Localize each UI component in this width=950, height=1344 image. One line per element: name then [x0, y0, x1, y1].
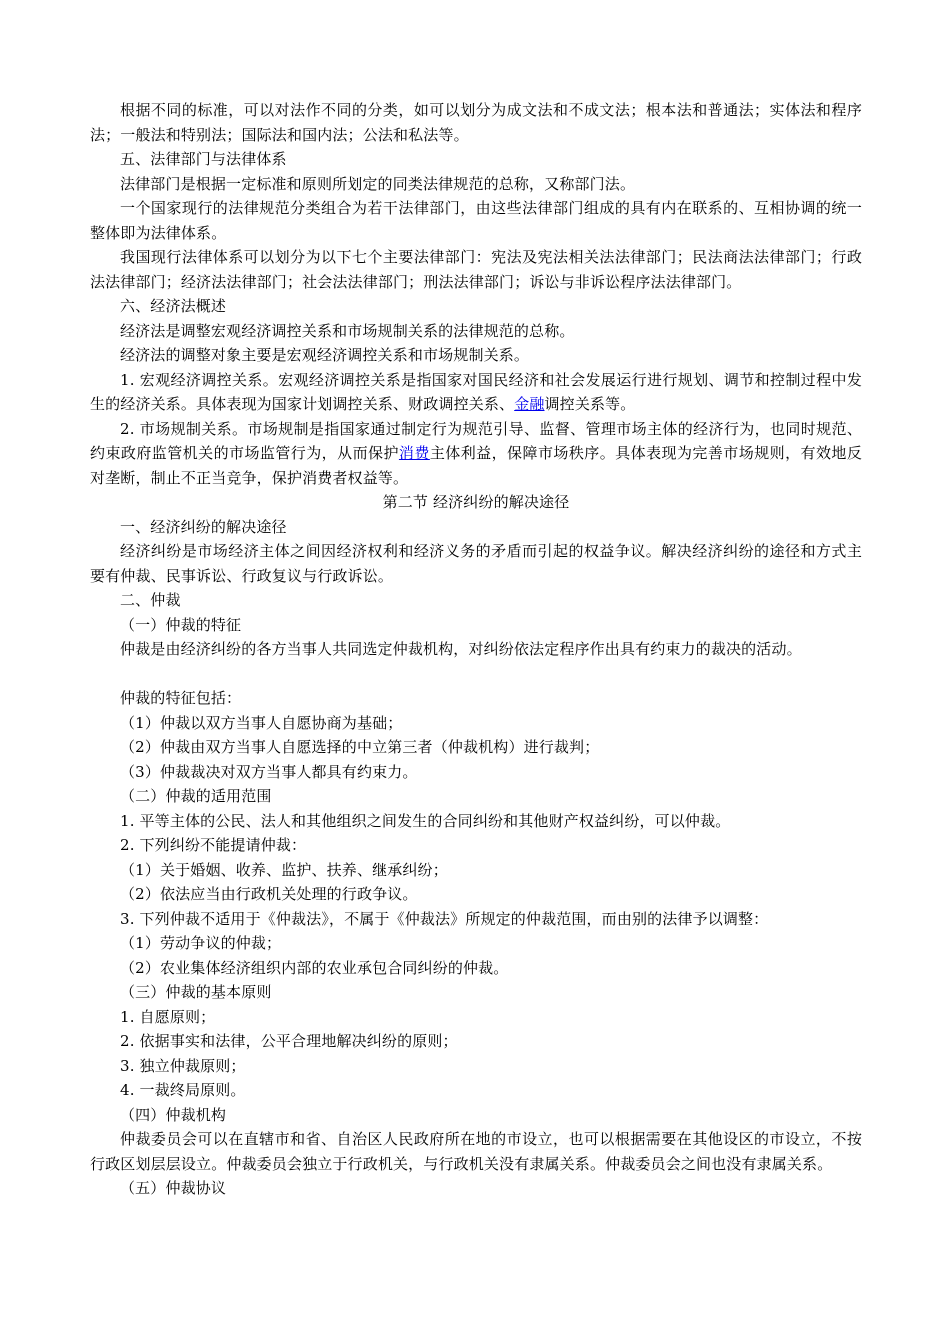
- list-item: 2. 下列纠纷不能提请仲裁：: [120, 836, 307, 854]
- list-item: （1）仲裁以双方当事人自愿协商为基础；: [120, 713, 403, 732]
- list-item: 1. 自愿原则；: [120, 1007, 216, 1026]
- subheading-arbitration-features: （一）仲裁的特征: [120, 615, 242, 634]
- paragraph-dispute-definition: 经济纠纷是市场经济主体之间因经济权利和经济义务的矛盾而引起的权益争议。解决经济纠纷的途径和方式主要有仲裁、民事诉讼、行政复议与行政诉讼。: [90, 542, 862, 585]
- paragraph-legal-system-definition: 一个国家现行的法律规范分类组合为若干法律部门，由这些法律部门组成的具有内在联系的、互相协调的统一整体即为法律体系。: [90, 199, 862, 242]
- subheading-arbitration-scope: （二）仲裁的适用范围: [120, 787, 272, 805]
- section-title: 第二节 经济纠纷的解决途径: [382, 493, 570, 511]
- paragraph-economic-law-definition: 经济法是调整宏观经济调控关系和市场规制关系的法律规范的总称。: [120, 321, 575, 340]
- blank-line: [90, 662, 862, 687]
- text-segment: 调控关系等。: [544, 395, 636, 413]
- heading-legal-departments: 五、法律部门与法律体系: [120, 150, 287, 168]
- consumption-link[interactable]: 消费: [398, 444, 430, 462]
- list-item: 3. 独立仲裁原则；: [120, 1056, 246, 1075]
- subheading-basic-principles: （三）仲裁的基本原则: [120, 983, 272, 1001]
- subheading-arbitration-institution: （四）仲裁机构: [120, 1105, 227, 1124]
- list-item: （3）仲裁裁决对双方当事人都具有约束力。: [120, 762, 418, 781]
- list-item: （1）关于婚姻、收养、监护、扶养、继承纠纷；: [120, 860, 448, 879]
- list-item: （2）依法应当由行政机关处理的行政争议。: [120, 885, 418, 903]
- list-item: 3. 下列仲裁不适用于《仲裁法》，不属于《仲裁法》所规定的仲裁范围，而由别的法律予以调整：: [120, 909, 769, 928]
- heading-economic-law-overview: 六、经济法概述: [120, 297, 227, 315]
- text-segment: 1. 宏观经济调控关系。宏观经济调控关系是指国家对国民经济和社会发展运行进行规划、调节和控制过程中发生的经济关系。具体表现为国家计划调控关系、财政调控关系、: [90, 370, 862, 413]
- heading-dispute-resolution: 一、经济纠纷的解决途径: [120, 517, 287, 536]
- list-item: （1）劳动争议的仲裁；: [120, 934, 282, 952]
- paragraph-seven-departments: 我国现行法律体系可以划分为以下七个主要法律部门：宪法及宪法相关法法律部门；民法商法法律部门；行政法法律部门；经济法法律部门；社会法法律部门；刑法法律部门；诉讼与非诉讼程序法法律部门。: [90, 248, 862, 291]
- paragraph-arbitration-commission: 仲裁委员会可以在直辖市和省、自治区人民政府所在地的市设立，也可以根据需要在其他设区的市设立，不按行政区划层层设立。仲裁委员会独立于行政机关，与行政机关没有隶属关系。仲裁委员会之间也没有隶属关系。: [90, 1130, 862, 1173]
- finance-link[interactable]: 金融: [514, 395, 545, 413]
- paragraph-macro-control: [90, 368, 862, 417]
- document-body: [90, 98, 862, 1201]
- list-item: （2）仲裁由双方当事人自愿选择的中立第三者（仲裁机构）进行裁判；: [120, 738, 600, 756]
- text-segment: 2. 市场规制关系。市场规制是指国家通过制定行为规范引导、监督、管理市场主体的经济行为，也同时规范、约束政府监管机关的市场监管行为，从而保护: [90, 419, 862, 462]
- paragraph-market-regulation: [90, 417, 862, 491]
- list-item: （2）农业集体经济组织内部的农业承包合同纠纷的仲裁。: [120, 958, 509, 977]
- list-item: 1. 平等主体的公民、法人和其他组织之间发生的合同纠纷和其他财产权益纠纷，可以仲裁。: [120, 811, 731, 830]
- paragraph-arbitration-definition: 仲裁是由经济纠纷的各方当事人共同选定仲裁机构，对纠纷依法定程序作出具有约束力的裁决的活动。: [120, 640, 802, 658]
- paragraph-legal-department-definition: 法律部门是根据一定标准和原则所划定的同类法律规范的总称，又称部门法。: [120, 174, 636, 193]
- list-item: 2. 依据事实和法律，公平合理地解决纠纷的原则；: [120, 1032, 458, 1050]
- text-segment: 主体利益，保障市场秩序。具体表现为完善市场规则，有效地反对垄断，制止不正当竞争，保护消费者权益等。: [90, 444, 863, 487]
- paragraph-economic-law-scope: 经济法的调整对象主要是宏观经济调控关系和市场规制关系。: [120, 346, 530, 364]
- heading-arbitration: 二、仲裁: [120, 591, 181, 609]
- paragraph-features-intro: 仲裁的特征包括：: [120, 689, 242, 707]
- list-item: 4. 一裁终局原则。: [120, 1081, 246, 1099]
- paragraph-law-classification: 根据不同的标准，可以对法作不同的分类，如可以划分为成文法和不成文法；根本法和普通法；实体法和程序法；一般法和特别法；国际法和国内法；公法和私法等。: [90, 101, 862, 144]
- subheading-arbitration-agreement: （五）仲裁协议: [120, 1179, 227, 1197]
